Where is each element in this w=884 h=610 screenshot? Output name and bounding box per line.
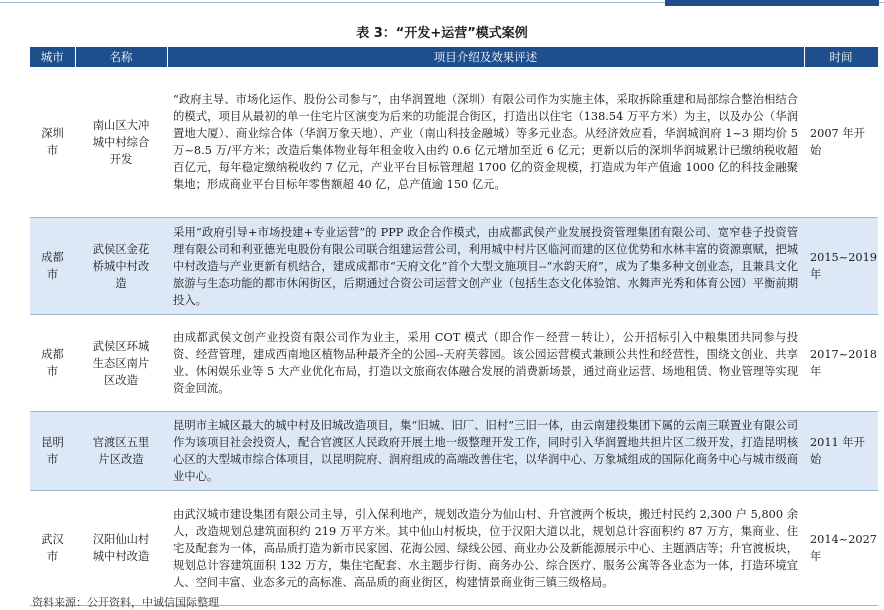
table-row <box>30 491 878 606</box>
cell-city: 成都市 <box>30 315 75 412</box>
table-row <box>30 218 878 315</box>
header-accent-bar <box>665 0 879 6</box>
table-header-row <box>30 47 878 67</box>
table-row <box>30 315 878 412</box>
cell-time: 2007 年开始 <box>804 67 878 218</box>
cell-time: 2015~2019 年 <box>804 218 878 315</box>
cell-name: 武侯区环城生态区南片区改造 <box>75 315 167 412</box>
header-time: 时间 <box>804 47 878 67</box>
cell-city: 深圳市 <box>30 67 75 218</box>
header-desc: 项目介绍及效果评述 <box>167 47 804 67</box>
header-name: 名称 <box>75 47 167 67</box>
table-caption: 表 3：“开发+运营”模式案例 <box>356 26 528 41</box>
cell-name: 官渡区五里片区改造 <box>75 412 167 491</box>
source-note: 资料来源：公开资料，中诚信国际整理 <box>32 596 219 609</box>
cell-desc: 昆明市主城区最大的城中村及旧城改造项目，集“旧城、旧厂、旧村”三旧一体，由云南建投集团下属的云南三联置业有限公司作为该项目社会投资人，配合官渡区人民政府开展土地一级整理开发工作，同时引入华润置地共担片区二级开发，打造昆明核心区的大型城市综合体项目，以昆明院府、润府组成的高端改善住宅，以华润中心、万象城组成的国际化商务中心与城市级商业中心。 <box>167 412 804 491</box>
header-city: 城市 <box>30 47 75 67</box>
cell-name: 南山区大冲城中村综合开发 <box>75 67 167 218</box>
cell-city: 成都市 <box>30 218 75 315</box>
cell-desc: 由武汉城市建设集团有限公司主导，引入保利地产，规划改造分为仙山村、升官渡两个板块，搬迁村民约 2,300 户 5,800 余人，改造规划总建筑面积约 219 万平方米。其中仙山村板块，位于汉阳大道以北，规划总计容面积约 87 万方，集商业、住宅及配套为一体，高品质打造为新市民家园、花海公园、绿线公园、商业办公及新能源展示中心、主题酒店等；升官渡板块，规划总计容建筑面积 132 万方，集住宅配套、水主题步行街、商务办公、综合医疗、服务公寓等各业态为一体，打造环境宜人、空间丰富、业态多元的高标准、高品质的商业街区，构建情景商业街三镇三级格局。 <box>167 491 804 606</box>
cell-name: 汉阳仙山村城中村改造 <box>75 491 167 606</box>
cell-desc: “政府主导、市场化运作、股份公司参与”，由华润置地（深圳）有限公司作为实施主体，采取拆除重建和局部综合整治相结合的模式，项目从最初的单一住宅片区演变为后来的功能混合街区，打造出以住宅（138.54 万平方米）为主，以及办公（华润置地大厦）、商业综合体（华润万象天地）、产业（南山科技金融城）等多元业态。从经济效应看，华润城润府 1~3 期均价 5 万~8.5 万/平方米；改造后集体物业每年租金收入由约 0.6 亿元增加至近 6 亿元；更新以后的深圳华润城累计已缴纳税收超百亿元，每年稳定缴纳税收约 7 亿元，产业平台目标管理超 1700 亿的资金规模，打造成为年产值逾 1000 亿的科技金融聚集地；形成商业平台目标年零售额超 40 亿，总产值逾 150 亿元。 <box>167 67 804 218</box>
cell-desc: 采用“政府引导+市场投建+专业运营”的 PPP 政企合作模式，由成都武侯产业发展投资管理集团有限公司、宽窄巷子投资管理有限公司和利亚德光电股份有限公司联合组建运营公司，利用城中村片区临河而建的区位优势和水林丰富的资源禀赋，把城中村改造与产业更新有机结合，建成成都市“天府文化”首个大型文施项目--“水韵天府”，成为了集多种文创业态，且兼具文化旅游与生态功能的都市休闲街区，后期通过合资公司运营文创产业（包括生态文化体验馆、水舞声光秀和体育公园）平衡前期投入。 <box>167 218 804 315</box>
cell-city: 昆明市 <box>30 412 75 491</box>
table-row <box>30 412 878 491</box>
cell-time: 2017~2018 年 <box>804 315 878 412</box>
cell-time: 2014~2027 年 <box>804 491 878 606</box>
cell-name: 武侯区金花桥城中村改造 <box>75 218 167 315</box>
cell-city: 武汉市 <box>30 491 75 606</box>
cell-time: 2011 年开始 <box>804 412 878 491</box>
cases-table <box>30 47 879 606</box>
cell-desc: 由成都武侯文创产业投资有限公司作为业主，采用 COT 模式（即合作－经营－转让），公开招标引入中粮集团共同参与投资、经营管理，建成西南地区植物品种最齐全的公园--天府芙蓉园。该公园运营模式兼顾公共性和经营性，围绕文创业、共享业、休闲娱乐业等 5 大产业优化布局，打造以文旅商农体融合发展的消费新场景，通过商业运营、场地租赁、物业管理等实现资金回流。 <box>167 315 804 412</box>
table-row <box>30 67 878 218</box>
